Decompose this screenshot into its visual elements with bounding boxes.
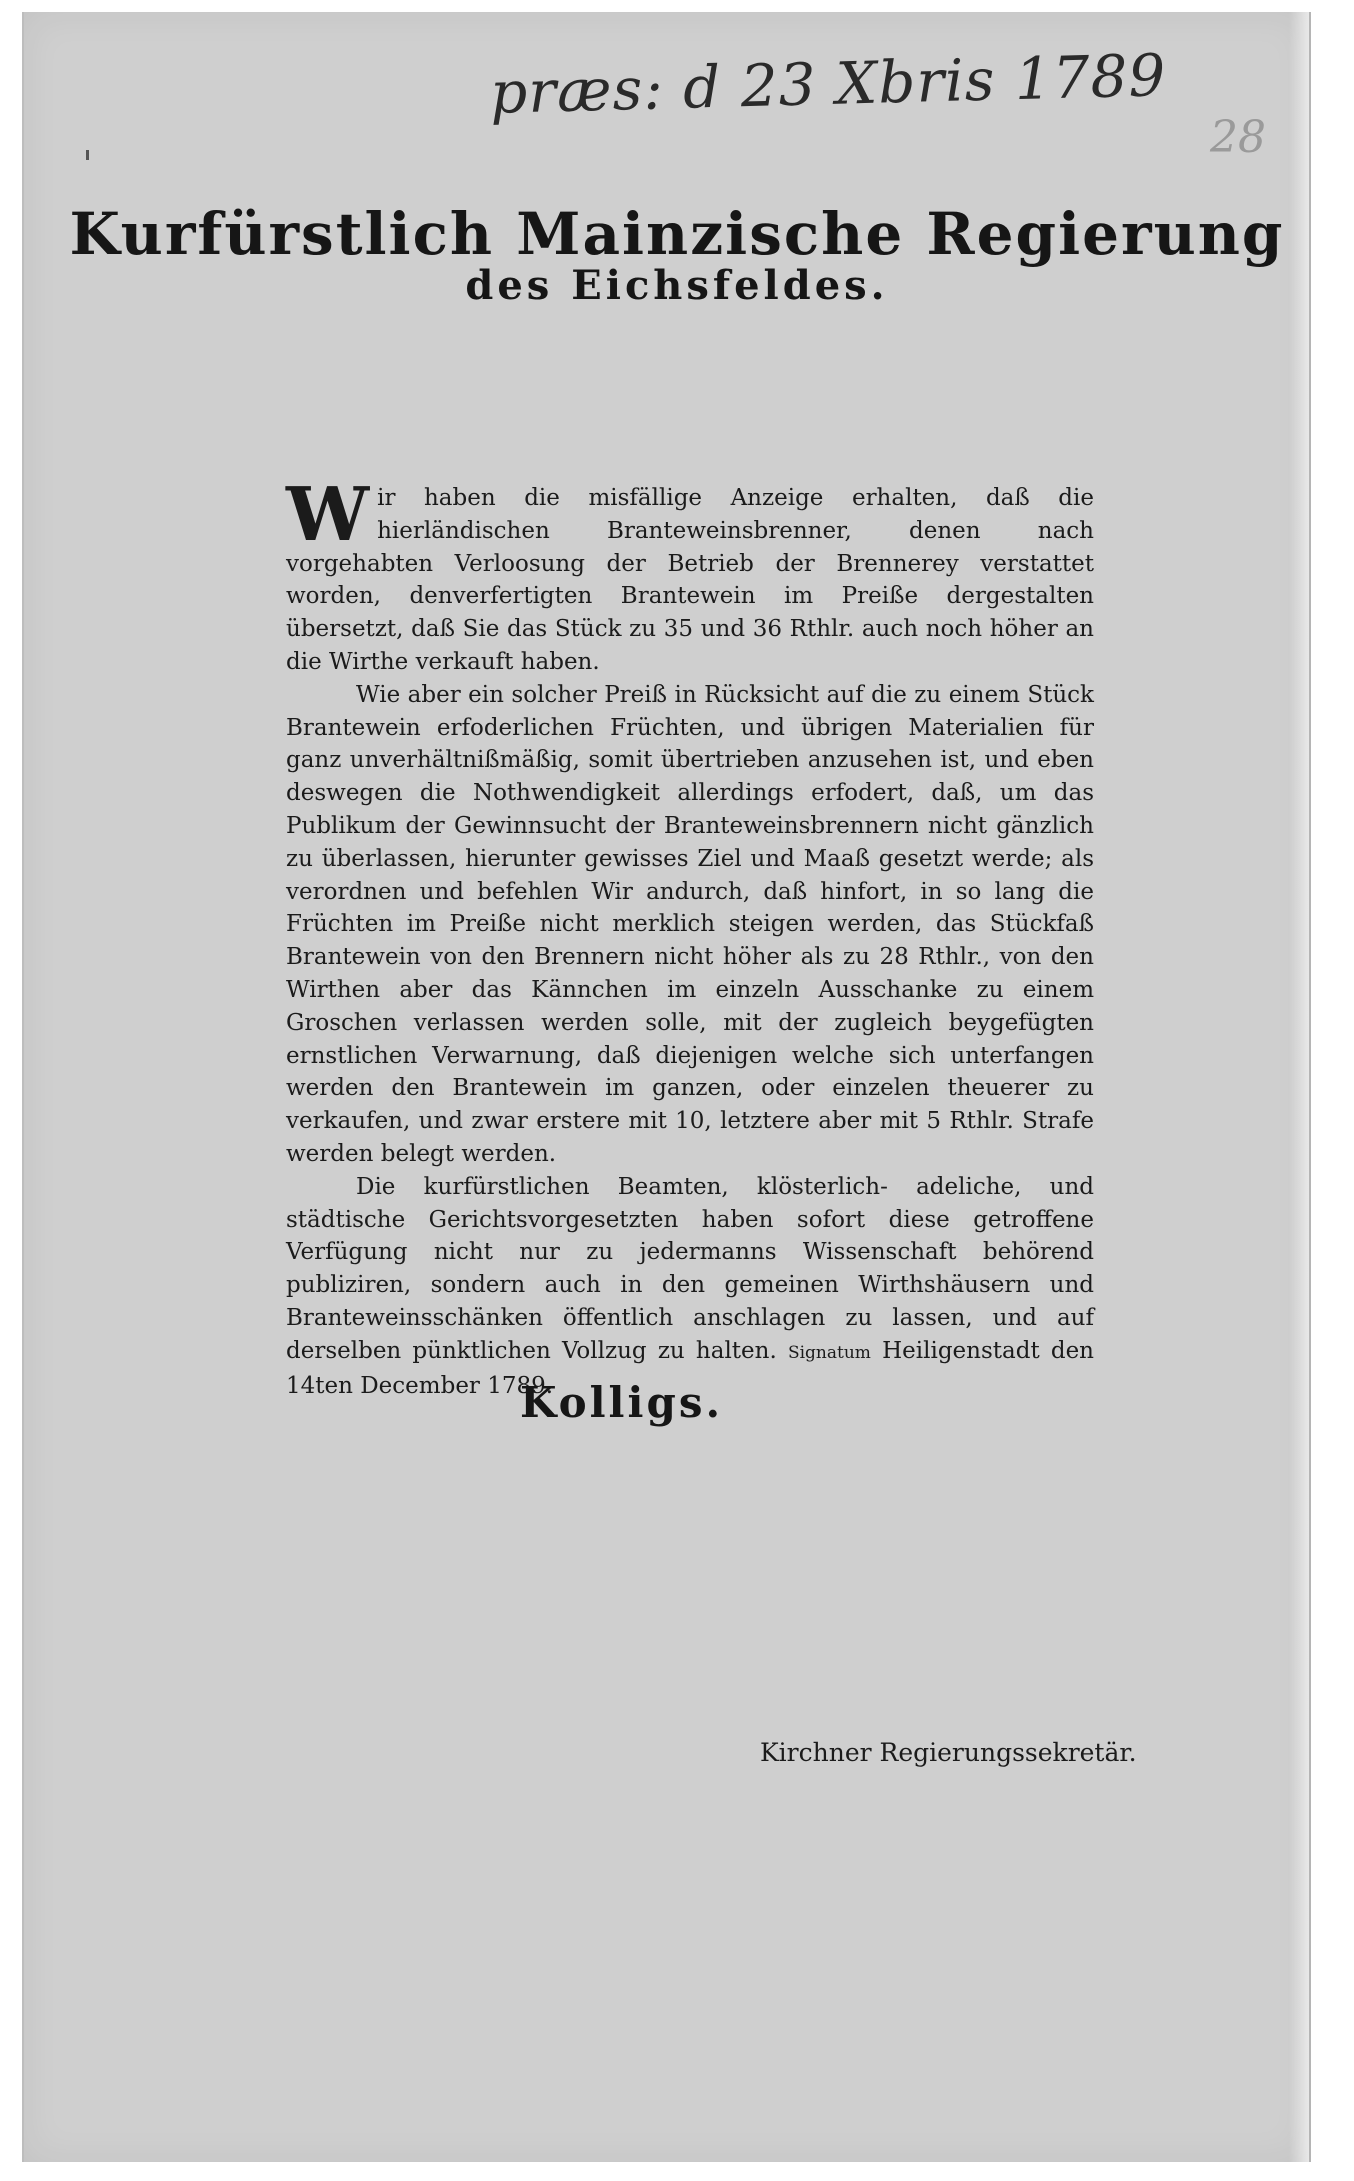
date-line: Heiligenstadt den 14ten December 1789.	[286, 1337, 1094, 1399]
document-title: Kurfürstlich Mainzische Regierung	[69, 200, 1285, 268]
signatum-word: Signatum	[787, 1342, 871, 1363]
paragraph-3	[286, 1171, 1094, 1403]
signer-name: Kolligs.	[520, 1378, 724, 1427]
margin-mark	[86, 150, 89, 160]
folio-number: 28	[1210, 112, 1266, 163]
decree-body	[286, 472, 1094, 1402]
paragraph-2: Wie aber ein solcher Preiß in Rücksicht auf die zu einem Stück Brantewein erfoderlichen Früchten, und übrigen Materialien für ganz unverhältnißmäßig, somit übertrieben anzusehen ist, und eben deswegen die Nothwendigkeit allerdings erfodert, daß, um das Publikum der Gewinnsucht der Branteweinsbrennern nicht gänzlich zu überlassen, hierunter gewisses Ziel und Maaß gesetzt werde; als verordnen und befehlen Wir andurch, daß hinfort, in so lang die Früchten im Preiße nicht merklich steigen werden, das Stückfaß Brantewein von den Brennern nicht höher als zu 28 Rthlr., von den Wirthen aber das Kännchen im einzeln Ausschanke zu einem Groschen verlassen werden solle, mit der zugleich beygefügten ernstlichen Verwarnung, daß diejenigen welche sich unterfangen werden den Brantewein im ganzen, oder einzelen theuerer zu verkaufen, und zwar erstere mit 10, letztere aber mit 5 Rthlr. Strafe werden belegt werden.	[286, 681, 1094, 1167]
paragraph-3-text: Die kurfürstlichen Beamten, klösterlich- adeliche, und städtische Gerichtsvorgesetzten haben sofort diese getroffene Verfügung nicht nur zu jedermanns Wissenschaft behörend publiziren, sondern auch in den gemeinen Wirthshäusern und Branteweinsschänken öffentlich anschlagen zu lassen, und auf derselben pünktlichen Vollzug zu halten.	[286, 1173, 1094, 1364]
document-subtitle: des Eichsfeldes.	[465, 262, 889, 309]
paragraph-1: Wir haben die misfällige Anzeige erhalten, daß die hierländischen Branteweinsbrenner, denen nach vorgehabten Verloosung der Betrieb der Brennerey verstattet worden, denverfertigten Brantewein im Preiße dergestalten übersetzt, daß Sie das Stück zu 35 und 36 Rthlr. auch noch höher an die Wirthe verkauft haben.	[286, 472, 1094, 675]
secretary-signature: Kirchner Regierungssekretär.	[760, 1738, 1137, 1767]
handwritten-annotation: præs: d 23 Xbris 1789	[489, 41, 1168, 127]
